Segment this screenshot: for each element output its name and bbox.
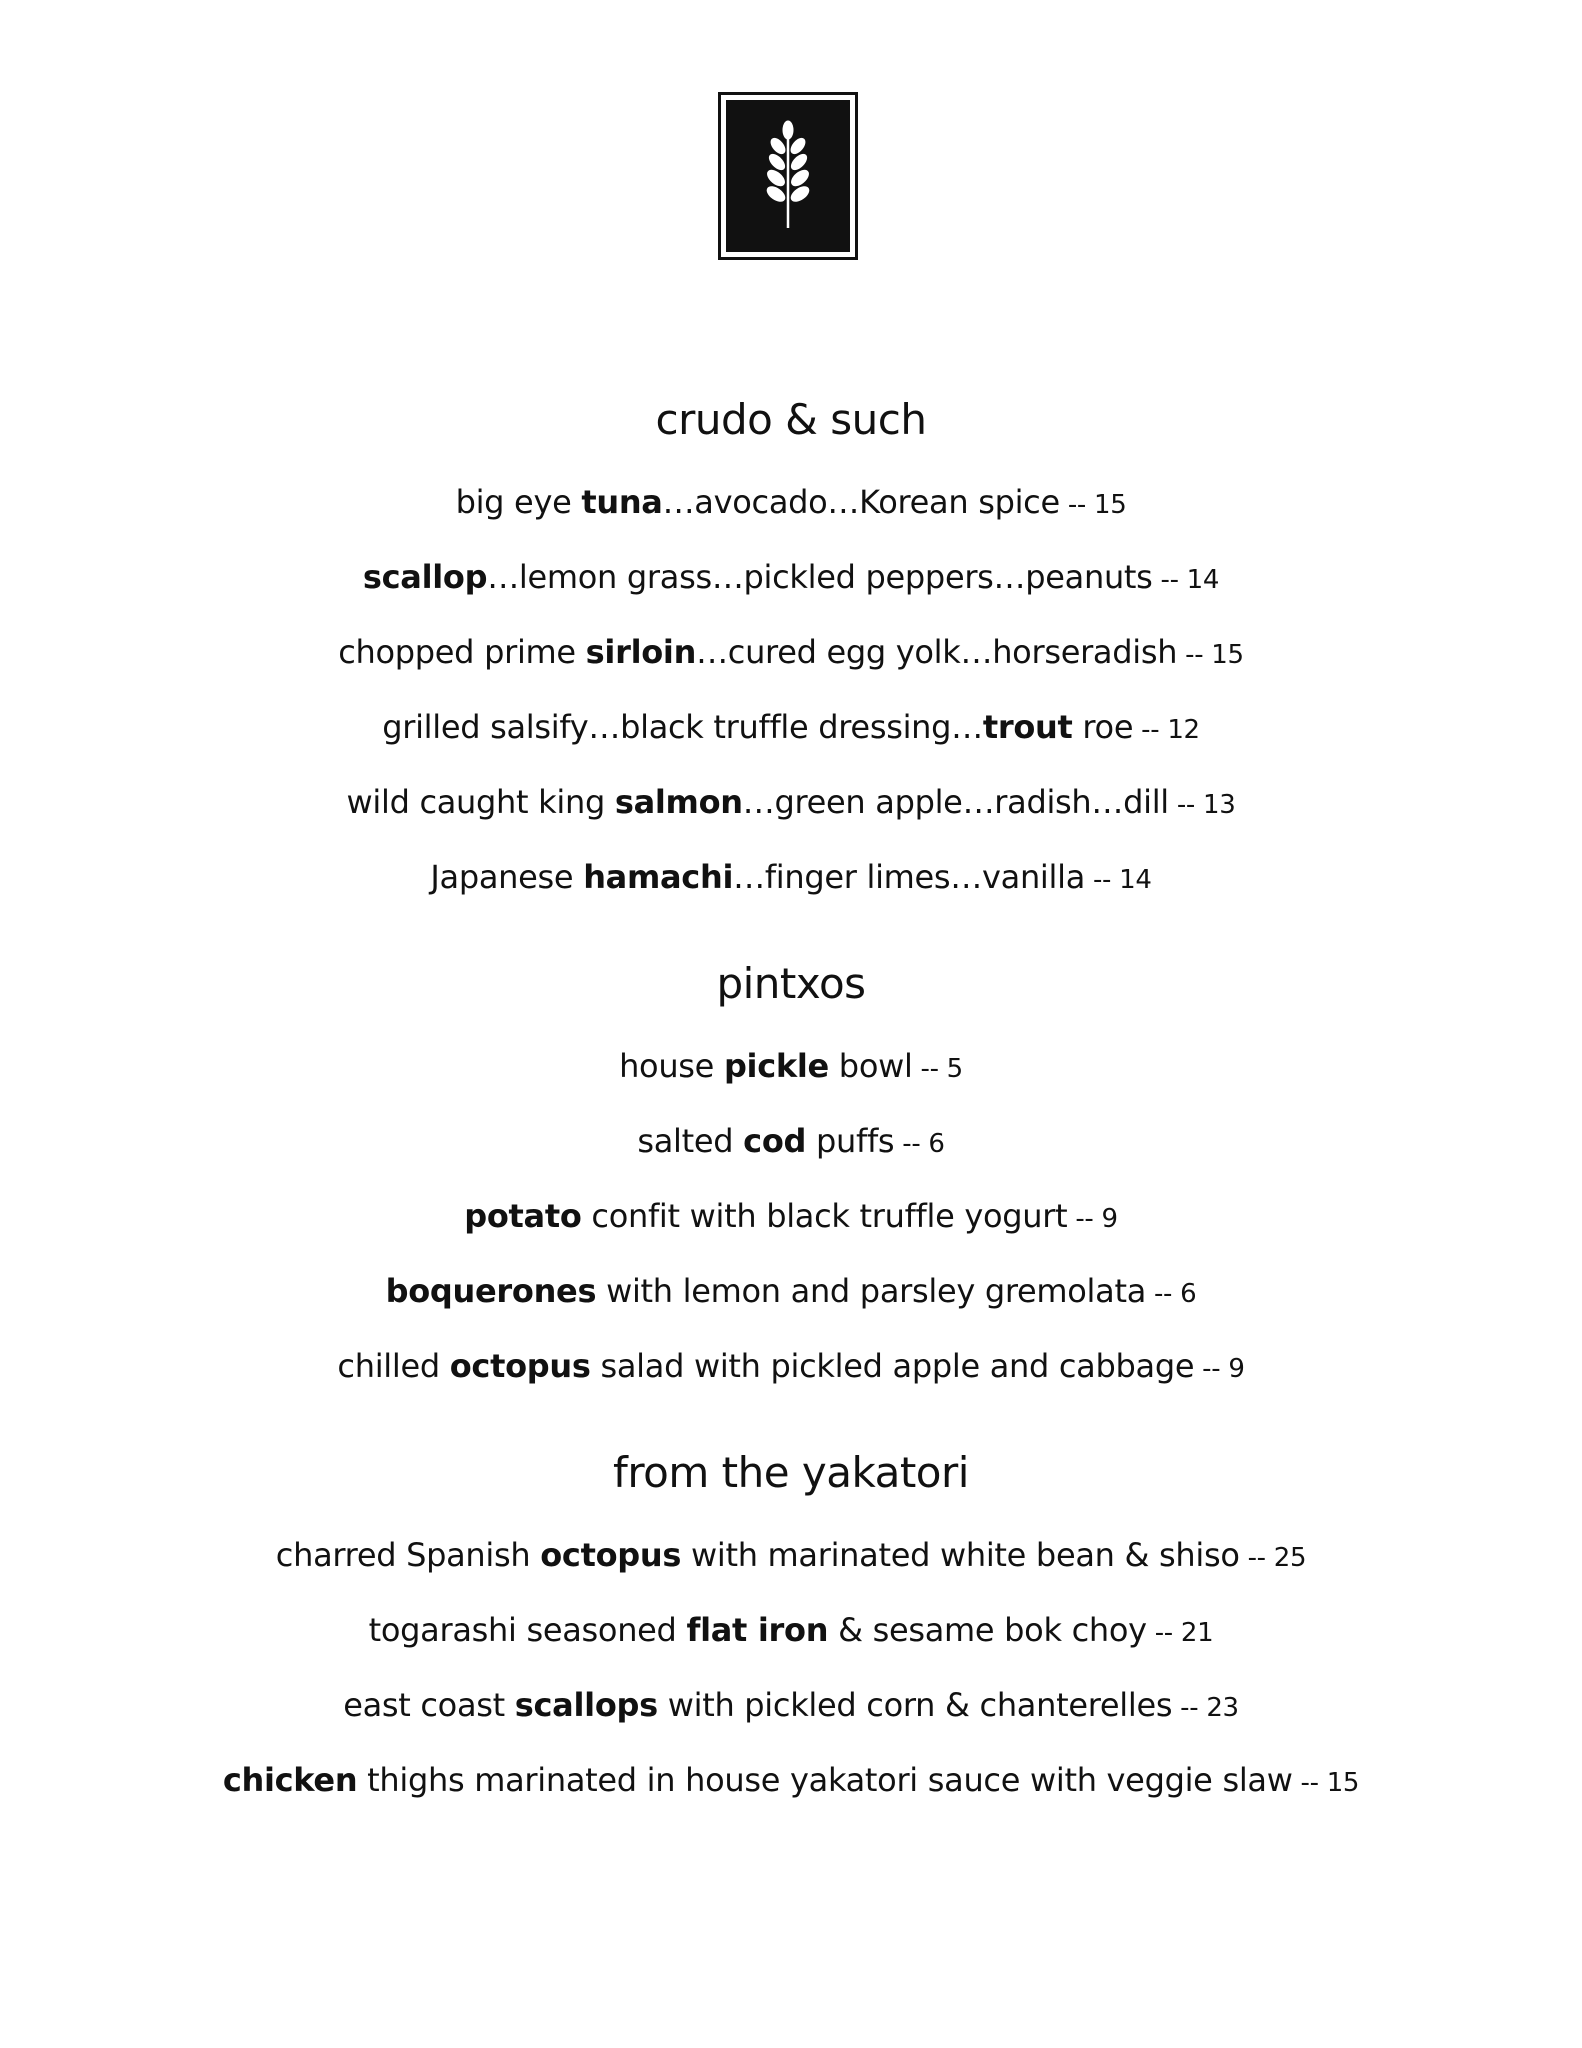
item-price: 12 bbox=[1167, 715, 1200, 745]
menu-item: house pickle bowl -- 5 bbox=[619, 1047, 963, 1085]
menu-item: Japanese hamachi…finger limes…vanilla -- 14 bbox=[430, 858, 1152, 896]
menu-item: east coast scallops with pickled corn & chanterelles -- 23 bbox=[343, 1686, 1239, 1724]
menu-item: potato confit with black truffle yogurt -- 9 bbox=[464, 1197, 1118, 1235]
item-price: 14 bbox=[1119, 865, 1152, 895]
item-price: 13 bbox=[1202, 790, 1236, 820]
menu-item: big eye tuna…avocado…Korean spice -- 15 bbox=[455, 483, 1127, 521]
menu bbox=[0, 392, 1582, 1835]
menu-item: chicken thighs marinated in house yakatori sauce with veggie slaw -- 15 bbox=[222, 1761, 1360, 1799]
item-price: 21 bbox=[1180, 1618, 1214, 1648]
item-price: 14 bbox=[1186, 565, 1220, 595]
section-crudo-items bbox=[0, 482, 1582, 932]
menu-item: charred Spanish octopus with marinated white bean & shiso -- 25 bbox=[275, 1536, 1307, 1574]
section-title: from the yakatori bbox=[613, 1448, 969, 1497]
logo bbox=[718, 92, 858, 260]
logo-background bbox=[726, 100, 850, 252]
menu-item: chilled octopus salad with pickled apple and cabbage -- 9 bbox=[337, 1347, 1245, 1385]
menu-item: chopped prime sirloin…cured egg yolk…horseradish -- 15 bbox=[338, 633, 1244, 671]
item-price: 9 bbox=[1228, 1354, 1245, 1384]
section-title: pintxos bbox=[716, 959, 866, 1008]
section-pintxos-items bbox=[0, 1046, 1582, 1421]
menu-item: boquerones with lemon and parsley gremolata -- 6 bbox=[385, 1272, 1197, 1310]
menu-item: salted cod puffs -- 6 bbox=[637, 1122, 945, 1160]
item-price: 9 bbox=[1101, 1204, 1118, 1234]
wheat-sprig-icon bbox=[753, 116, 823, 236]
item-price: 25 bbox=[1273, 1543, 1307, 1573]
item-price: 15 bbox=[1211, 640, 1244, 670]
section-title: crudo & such bbox=[655, 395, 927, 444]
item-price: 5 bbox=[946, 1054, 963, 1084]
item-price: 6 bbox=[928, 1129, 945, 1159]
item-price: 15 bbox=[1326, 1768, 1360, 1798]
menu-item: wild caught king salmon…green apple…radish…dill -- 13 bbox=[346, 783, 1236, 821]
item-price: 6 bbox=[1180, 1279, 1197, 1309]
section-yakatori-items bbox=[0, 1535, 1582, 1835]
menu-item: grilled salsify…black truffle dressing…trout roe -- 12 bbox=[382, 708, 1200, 746]
item-price: 15 bbox=[1093, 490, 1127, 520]
menu-item: scallop…lemon grass…pickled peppers…peanuts -- 14 bbox=[362, 558, 1220, 596]
item-price: 23 bbox=[1206, 1693, 1239, 1723]
menu-item: togarashi seasoned flat iron & sesame bok choy -- 21 bbox=[368, 1611, 1214, 1649]
